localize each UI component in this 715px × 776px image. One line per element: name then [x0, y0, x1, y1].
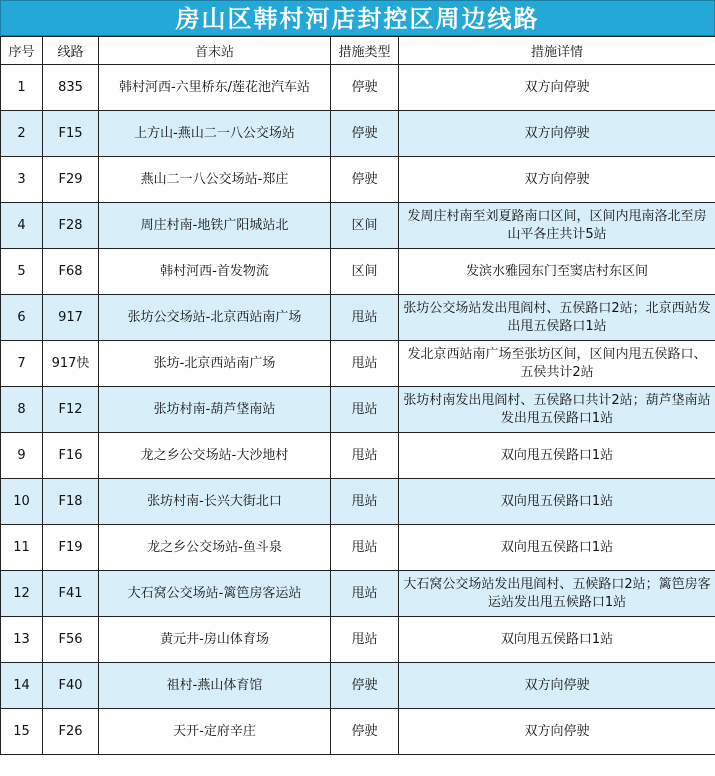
cell-stations: 天开-定府辛庄 [99, 709, 331, 755]
cell-stations: 祖村-燕山体育馆 [99, 663, 331, 709]
cell-line: F29 [43, 157, 99, 203]
cell-type: 甩站 [331, 525, 399, 571]
cell-line: F18 [43, 479, 99, 525]
cell-line: F28 [43, 203, 99, 249]
cell-no: 3 [1, 157, 43, 203]
table-body [1, 65, 715, 755]
header-row [1, 37, 715, 65]
cell-detail: 张坊公交场站发出甩阎村、五侯路口2站；北京西站发出甩五侯路口1站 [399, 295, 715, 341]
cell-no: 7 [1, 341, 43, 387]
cell-type: 甩站 [331, 617, 399, 663]
table-row [1, 295, 715, 341]
cell-line: F56 [43, 617, 99, 663]
cell-type: 甩站 [331, 387, 399, 433]
header-stations: 首末站 [99, 37, 331, 65]
cell-stations: 张坊-北京西站南广场 [99, 341, 331, 387]
cell-no: 13 [1, 617, 43, 663]
cell-no: 15 [1, 709, 43, 755]
cell-detail: 双方向停驶 [399, 663, 715, 709]
cell-line: F26 [43, 709, 99, 755]
cell-no: 2 [1, 111, 43, 157]
cell-no: 11 [1, 525, 43, 571]
cell-line: F40 [43, 663, 99, 709]
cell-stations: 燕山二一八公交场站-郑庄 [99, 157, 331, 203]
table-row [1, 479, 715, 525]
cell-no: 9 [1, 433, 43, 479]
cell-no: 1 [1, 65, 43, 111]
cell-type: 停驶 [331, 663, 399, 709]
cell-detail: 双方向停驶 [399, 157, 715, 203]
cell-stations: 龙之乡公交场站-鱼斗泉 [99, 525, 331, 571]
cell-stations: 张坊村南-葫芦垡南站 [99, 387, 331, 433]
cell-detail: 双向甩五侯路口1站 [399, 525, 715, 571]
header-detail: 措施详情 [399, 37, 715, 65]
cell-stations: 龙之乡公交场站-大沙地村 [99, 433, 331, 479]
cell-stations: 黄元井-房山体育场 [99, 617, 331, 663]
cell-line: F19 [43, 525, 99, 571]
cell-type: 甩站 [331, 479, 399, 525]
cell-stations: 张坊村南-长兴大街北口 [99, 479, 331, 525]
cell-stations: 韩村河西-首发物流 [99, 249, 331, 295]
table-row [1, 111, 715, 157]
cell-line: F15 [43, 111, 99, 157]
cell-no: 8 [1, 387, 43, 433]
cell-detail: 双向甩五侯路口1站 [399, 479, 715, 525]
cell-detail: 双方向停驶 [399, 111, 715, 157]
cell-detail: 大石窝公交场站发出甩阎村、五候路口2站；篱笆房客运站发出甩五候路口1站 [399, 571, 715, 617]
cell-detail: 张坊村南发出甩阎村、五侯路口共计2站；葫芦垡南站发出甩五侯路口1站 [399, 387, 715, 433]
header-type: 措施类型 [331, 37, 399, 65]
table-row [1, 525, 715, 571]
cell-type: 停驶 [331, 157, 399, 203]
table-row [1, 663, 715, 709]
cell-line: F41 [43, 571, 99, 617]
header-no: 序号 [1, 37, 43, 65]
cell-detail: 双方向停驶 [399, 65, 715, 111]
cell-no: 5 [1, 249, 43, 295]
route-table [0, 36, 715, 755]
cell-line: 917 [43, 295, 99, 341]
cell-no: 4 [1, 203, 43, 249]
cell-detail: 双向甩五侯路口1站 [399, 617, 715, 663]
cell-line: 917快 [43, 341, 99, 387]
cell-detail: 发周庄村南至刘夏路南口区间，区间内甩南洛北至房山平各庄共计5站 [399, 203, 715, 249]
cell-type: 停驶 [331, 111, 399, 157]
table-row [1, 203, 715, 249]
cell-type: 停驶 [331, 709, 399, 755]
cell-line: F16 [43, 433, 99, 479]
cell-no: 10 [1, 479, 43, 525]
cell-detail: 双向甩五侯路口1站 [399, 433, 715, 479]
cell-no: 12 [1, 571, 43, 617]
cell-type: 甩站 [331, 433, 399, 479]
cell-stations: 张坊公交场站-北京西站南广场 [99, 295, 331, 341]
cell-line: 835 [43, 65, 99, 111]
cell-no: 14 [1, 663, 43, 709]
cell-stations: 大石窝公交场站-篱笆房客运站 [99, 571, 331, 617]
cell-type: 甩站 [331, 571, 399, 617]
cell-line: F68 [43, 249, 99, 295]
header-line: 线路 [43, 37, 99, 65]
table-row [1, 617, 715, 663]
page-title: 房山区韩村河店封控区周边线路 [0, 0, 715, 36]
cell-type: 区间 [331, 249, 399, 295]
cell-stations: 韩村河西-六里桥东/莲花池汽车站 [99, 65, 331, 111]
cell-stations: 周庄村南-地铁广阳城站北 [99, 203, 331, 249]
cell-type: 区间 [331, 203, 399, 249]
cell-detail: 发北京西站南广场至张坊区间，区间内甩五侯路口、五侯共计2站 [399, 341, 715, 387]
cell-no: 6 [1, 295, 43, 341]
table-row [1, 571, 715, 617]
cell-stations: 上方山-燕山二一八公交场站 [99, 111, 331, 157]
cell-detail: 发滨水雅园东门至窦店村东区间 [399, 249, 715, 295]
table-row [1, 709, 715, 755]
cell-line: F12 [43, 387, 99, 433]
cell-type: 甩站 [331, 295, 399, 341]
table-row [1, 65, 715, 111]
table-row [1, 341, 715, 387]
table-row [1, 433, 715, 479]
cell-type: 甩站 [331, 341, 399, 387]
table-row [1, 157, 715, 203]
table-row [1, 249, 715, 295]
cell-type: 停驶 [331, 65, 399, 111]
cell-detail: 双方向停驶 [399, 709, 715, 755]
table-row [1, 387, 715, 433]
